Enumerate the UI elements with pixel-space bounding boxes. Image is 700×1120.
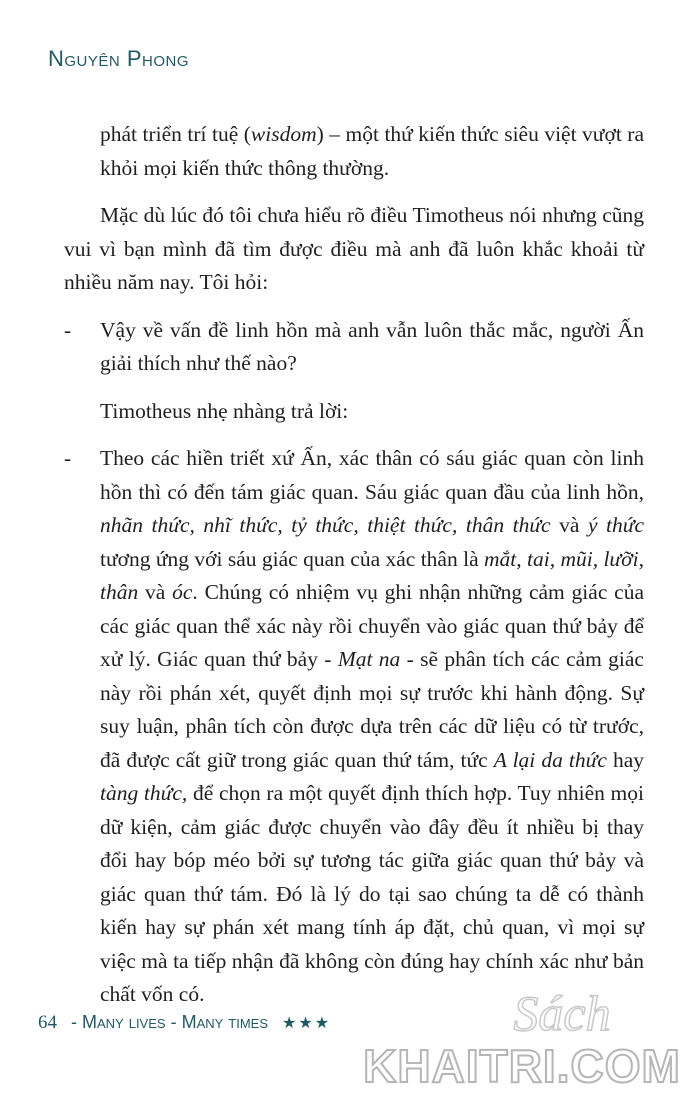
paragraph: Timotheus nhẹ nhàng trả lời: [100,398,349,423]
italic-term: A lại da thức [493,747,607,772]
text-run: - sẽ phân tích các cảm giác này rồi phán xét, quyết định mọi sự trước khi hành động. Sự suy luận, phân tích còn được dựa trên các dữ liệu có từ trước, đã được cất giữ trong giác quan thứ tám, tức [100,647,644,772]
dialogue-answer [64,442,644,1012]
text-run: tương ứng với sáu giác quan của xác thân là [100,546,484,571]
text-run: và [550,513,588,537]
running-footer [38,1012,331,1034]
watermark-script: Sách [513,985,611,1041]
dialogue-text: Vậy về vấn đề linh hồn mà anh vẫn luôn thắc mắc, người Ấn giải thích như thế nào? [100,317,644,375]
text-run: . Chúng có nhiệm vụ ghi nhận những cảm giác của các giác quan thể xác này rồi chuyển vào giác quan thứ bảy để xử lý. Giác quan thứ bảy - [100,580,644,671]
text-run: và [138,580,173,604]
italic-term: ý thức [587,513,644,537]
italic-term: wisdom [250,122,317,146]
dialogue-question [64,314,644,381]
stars-ornament: ★★★ [282,1015,332,1032]
text-run: hay [606,747,645,772]
paragraph: Mặc dù lúc đó tôi chưa hiểu rõ điều Timotheus nói nhưng cũng vui vì bạn mình đã tìm được điều mà anh đã luôn khắc khoải từ nhiều năm nay. Tôi hỏi: [64,203,644,294]
text-run: ) – một thứ kiến thức siêu việt vượt ra khỏi mọi kiến thức thông thường. [100,122,644,180]
text-run: Theo các hiền triết xứ Ấn, xác thân có sáu giác quan còn linh hồn thì có đến tám giác quan. Sáu giác quan đầu của linh hồn, [100,446,644,504]
watermark-brand: KHAITRI.COM [363,1040,681,1092]
book-title: - Many lives - Many times [71,1012,269,1032]
paragraph-continuation [64,118,644,185]
text-run: để chọn ra một quyết định thích hợp. Tuy nhiên mọi dữ kiện, cảm giác được chuyển vào đây đều ít nhiều bị thay đổi hay bóp méo bởi sự tương tác giữa giác quan thứ bảy và giác quan thứ tám. Đó là lý do tại sao chúng ta dễ có thành kiến hay sự phán xét mang tính áp đặt, chủ quan, vì mọi sự việc mà ta tiếp nhận đã không còn đúng hay chính xác như bản chất vốn có. [100,781,644,1006]
page-number: 64 [38,1012,57,1033]
text-run: phát triển trí tuệ ( [100,122,251,146]
running-header: Nguyên Phong [48,46,190,71]
dialogue-dash: - [64,446,72,470]
page-body [64,118,644,1012]
italic-term: óc [172,580,193,604]
italic-term: Mạt na [337,647,401,671]
dialogue-dash: - [64,317,72,342]
italic-term: nhãn thức, nhĩ thức, tỷ thức, thiệt thức, thân thức [100,513,551,537]
italic-term: tàng thức, [100,781,188,805]
dialogue-text [100,446,644,1006]
italic-term: mắt, tai, mũi, lưỡi, thân [100,546,644,604]
